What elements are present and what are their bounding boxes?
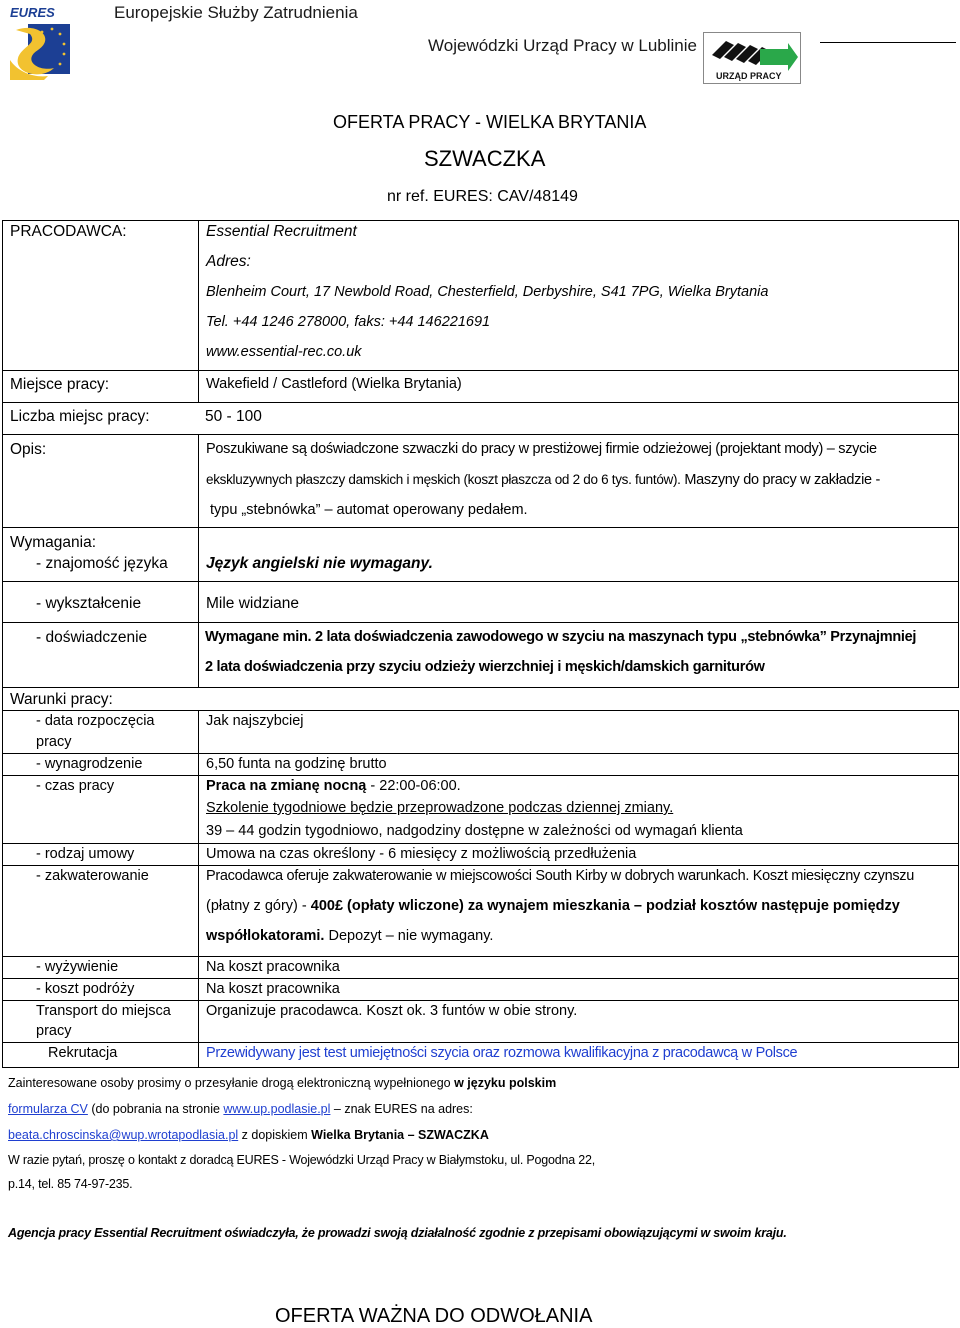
table-border (2, 710, 959, 711)
apply-line-3 (8, 1127, 489, 1144)
table-border (2, 1042, 959, 1043)
contact-line-2: p.14, tel. 85 74-97-235. (8, 1177, 133, 1191)
description-line-1: Poszukiwane są doświadczone szwaczki do pracy w prestiżowej firmie odzieżowej (projektant mody) – szycie (206, 441, 877, 457)
transport-label-2: pracy (36, 1023, 72, 1039)
table-border (958, 434, 959, 527)
hours-value-rest: - 22:00-06:00. (366, 778, 461, 794)
accommodation-line-2 (206, 897, 900, 916)
table-border (2, 775, 959, 776)
table-border (2, 622, 959, 623)
site-link[interactable]: www.up.podlasie.pl (223, 1102, 331, 1116)
table-border (958, 220, 959, 371)
experience-line-1a: Wymagane (205, 629, 279, 645)
cv-form-link[interactable]: formularza CV (8, 1102, 88, 1116)
apply-line-3a: z dopiskiem (238, 1128, 312, 1142)
conditions-label: Warunki pracy: (10, 691, 113, 708)
table-border (2, 220, 959, 221)
contact-line-1: W razie pytań, proszę o kontakt z doradcą EURES - Wojewódzki Urząd Pracy w Białymstoku, ul. Pogodna 22, (8, 1153, 596, 1167)
table-border (198, 370, 199, 402)
workplace-value: Wakefield / Castleford (Wielka Brytania) (206, 376, 462, 392)
table-border (2, 370, 3, 434)
start-value: Jak najszybciej (206, 713, 304, 729)
table-border (958, 527, 959, 687)
table-border (2, 220, 3, 371)
eures-logo-text: EURES (10, 5, 55, 20)
contract-label: - rodzaj umowy (36, 846, 135, 862)
table-border (2, 402, 959, 403)
hours-value-bold: Praca na zmianę nocną (206, 778, 367, 794)
experience-label: - doświadczenie (36, 629, 148, 646)
apply-line-1a: Zainteresowane osoby prosimy o przesyłanie drogą elektroniczną wypełnionego (8, 1076, 455, 1090)
accommodation-line-3b: Depozyt – nie wymagany. (328, 928, 494, 944)
employer-name: Essential Recruitment (206, 223, 357, 240)
description-line-2a: ekskluzywnych płaszczy damskich i męskich (koszt płaszcza od 2 do 6 tys. funtów). (206, 472, 681, 487)
contract-value: Umowa na czas określony - 6 miesięcy z możliwością przedłużenia (206, 846, 637, 862)
urzad-pracy-icon (704, 33, 800, 83)
urzad-logo-text: URZĄD PRACY (716, 71, 782, 81)
table-border (198, 434, 199, 527)
table-border (2, 843, 959, 844)
employer-phone: Tel. +44 1246 278000, faks: +44 146221691 (206, 314, 491, 330)
travel-label: - koszt podróży (36, 981, 135, 997)
address-label: Adres: (206, 253, 251, 270)
transport-label-1: Transport do miejsca (36, 1003, 171, 1019)
accommodation-label: - zakwaterowanie (36, 868, 149, 884)
experience-line-1b: min. 2 lata doświadczenia zawodowego w szyciu na maszynach typu „stebnówka” Przynajmniej (282, 629, 917, 645)
table-border (2, 434, 3, 527)
urzad-pracy-logo (703, 32, 801, 84)
table-border (2, 527, 3, 687)
recruitment-value: Przewidywany jest test umiejętności szycia oraz rozmowa kwalifikacyjna z pracodawcą w Polsce (206, 1045, 798, 1061)
apply-line-3b: Wielka Brytania – SZWACZKA (311, 1128, 489, 1142)
table-border (2, 956, 959, 957)
requirements-label: Wymagania: (10, 534, 97, 551)
accommodation-line-1: Pracodawca oferuje zakwaterowanie w miejscowości South Kirby w dobrych warunkach. Koszt miesięczny czynszu (206, 868, 915, 884)
offer-reference: nr ref. EURES: CAV/48149 (387, 188, 578, 205)
language-label: - znajomość języka (36, 555, 168, 572)
experience-line-2: 2 lata doświadczenia przy szyciu odzieży wierzchniej i męskich/damskich garniturów (205, 659, 765, 675)
experience-line-1 (205, 628, 916, 647)
header-rule (820, 42, 956, 43)
table-border (2, 865, 959, 866)
meals-label: - wyżywienie (36, 959, 119, 975)
recruitment-label: Rekrutacja (48, 1045, 118, 1061)
description-line-2 (206, 470, 880, 490)
apply-line-2b: – znak EURES na adres: (330, 1102, 473, 1116)
description-line-2b: Maszyny do pracy w zakładzie - (684, 472, 881, 488)
accommodation-line-3a: współlokatorami. (206, 928, 325, 944)
description-label: Opis: (10, 441, 47, 458)
table-border (198, 527, 199, 687)
salary-label: - wynagrodzenie (36, 756, 143, 772)
table-border (2, 527, 959, 528)
apply-line-2a: (do pobrania na stronie (87, 1102, 224, 1116)
travel-value: Na koszt pracownika (206, 981, 340, 997)
accommodation-line-2b: 400£ (opłaty wliczone) za wynajem mieszkania – podział kosztów następuje pomiędzy (310, 898, 900, 914)
hours-value (206, 777, 461, 796)
accommodation-line-2a: (płatny z góry) - (206, 898, 307, 914)
transport-value: Organizuje pracodawca. Koszt ok. 3 funtów w obie strony. (206, 1003, 578, 1019)
apply-line-2 (8, 1101, 473, 1118)
table-border (2, 1067, 959, 1068)
table-border (198, 220, 199, 371)
salary-value: 6,50 funta na godzinę brutto (206, 756, 387, 772)
employer-address: Blenheim Court, 17 Newbold Road, Chesterfield, Derbyshire, S41 7PG, Wielka Brytania (206, 284, 769, 300)
table-border (2, 978, 959, 979)
hours-label: - czas pracy (36, 778, 115, 794)
accommodation-line-3 (206, 927, 493, 946)
meals-value: Na koszt pracownika (206, 959, 340, 975)
employer-label: PRACODAWCA: (10, 223, 127, 240)
vacancies-value: 50 - 100 (205, 408, 262, 425)
table-border (198, 710, 199, 1068)
apply-line-1b: w języku polskim (454, 1076, 557, 1090)
position-title: SZWACZKA (424, 146, 546, 171)
table-border (2, 434, 959, 435)
apply-line-1 (8, 1075, 556, 1092)
description-line-3: typu „stebnówka” – automat operowany pedałem. (210, 502, 528, 518)
table-border (2, 753, 959, 754)
start-label-2: pracy (36, 734, 72, 750)
table-border (958, 710, 959, 1068)
eures-logo-icon (8, 2, 74, 80)
offer-heading: OFERTA PRACY - WIELKA BRYTANIA (333, 112, 647, 132)
offer-validity: OFERTA WAŻNA DO ODWOŁANIA (275, 1305, 593, 1327)
education-label: - wykształcenie (36, 595, 142, 612)
table-border (2, 687, 3, 1068)
agency-note: Agencja pracy Essential Recruitment oświadczyła, że prowadzi swoją działalność zgodnie z przepisami obowiązującymi w swoim kraju. (8, 1226, 787, 1240)
employer-website: www.essential-rec.co.uk (206, 344, 362, 360)
education-value: Mile widziane (206, 595, 300, 612)
vacancies-label: Liczba miejsc pracy: (10, 408, 150, 425)
weekly-hours: 39 – 44 godzin tygodniowo, nadgodziny dostępne w zależności od wymagań klienta (206, 823, 743, 839)
eures-logo (8, 2, 74, 80)
table-border (2, 1000, 959, 1001)
table-border (958, 370, 959, 434)
language-value: Język angielski nie wymagany. (206, 555, 433, 572)
office-name: Wojewódzki Urząd Pracy w Lublinie (428, 36, 697, 55)
org-title: Europejskie Służby Zatrudnienia (114, 3, 358, 22)
table-border (2, 687, 959, 688)
email-link[interactable]: beata.chroscinska@wup.wrotapodlasia.pl (8, 1128, 239, 1142)
training-note: Szkolenie tygodniowe będzie przeprowadzone podczas dziennej zmiany. (206, 800, 674, 816)
workplace-label: Miejsce pracy: (10, 376, 110, 393)
table-border (2, 581, 959, 582)
start-label-1: - data rozpoczęcia (36, 713, 155, 729)
table-border (2, 370, 959, 371)
